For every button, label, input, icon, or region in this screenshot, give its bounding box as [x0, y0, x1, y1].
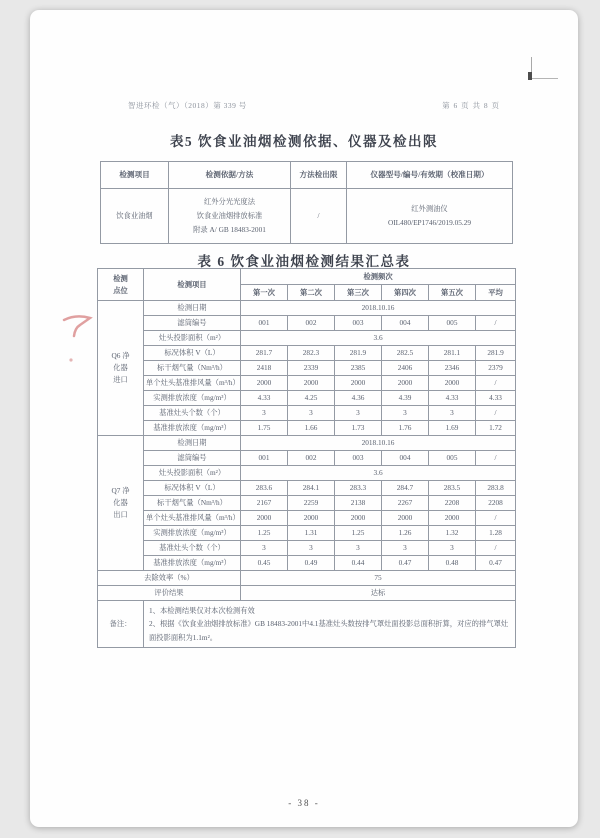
- table-cell: 2000: [241, 511, 288, 526]
- table-cell: /: [476, 316, 516, 331]
- column-header-frequency: 检测频次: [241, 269, 516, 285]
- row-label: 基准排放浓度（mg/m³）: [144, 421, 241, 436]
- column-header: 第四次: [382, 285, 429, 301]
- table5-title: 表5 饮食业油烟检测依据、仪器及检出限: [169, 134, 439, 149]
- row-label: 标况体积 V（L）: [144, 481, 241, 496]
- table-row: [98, 496, 516, 511]
- row-label: 灶头投影面积（m²）: [144, 466, 241, 481]
- table-cell: 1.31: [288, 526, 335, 541]
- table-cell: 3: [382, 541, 429, 556]
- point-label-line: Q6 净: [111, 351, 130, 361]
- table-cell: 2000: [288, 511, 335, 526]
- table-row: [98, 316, 516, 331]
- table-row: [98, 331, 516, 346]
- table-row: [98, 346, 516, 361]
- document-page: [30, 10, 578, 827]
- table-cell: 281.9: [476, 346, 516, 361]
- instrument-line: 红外测油仪: [411, 204, 448, 214]
- table-cell: 4.39: [382, 391, 429, 406]
- row-label: 单个灶头基准排风量（m³/h）: [144, 376, 241, 391]
- row-label: 标干烟气量（Nm³/h）: [144, 496, 241, 511]
- table-cell: [169, 189, 291, 244]
- report-number: 智进环检（气）（2018）第 339 号: [128, 101, 247, 110]
- table-cell: 2339: [288, 361, 335, 376]
- footer-page-number: - 38 -: [288, 798, 320, 808]
- point-label: [98, 436, 144, 571]
- table-cell: 3: [335, 406, 382, 421]
- table-cell-span: 75: [241, 571, 516, 586]
- column-header: 检测项目: [101, 162, 169, 189]
- table-cell: 1.72: [476, 421, 516, 436]
- table-cell: 3: [288, 406, 335, 421]
- table-cell: 002: [288, 451, 335, 466]
- table-cell: 002: [288, 316, 335, 331]
- table-cell-span: 3.6: [241, 466, 516, 481]
- table-cell: /: [476, 451, 516, 466]
- table-row: [98, 466, 516, 481]
- table-cell: 1.75: [241, 421, 288, 436]
- column-header: 第五次: [429, 285, 476, 301]
- table-cell: 005: [429, 316, 476, 331]
- table-row: [98, 421, 516, 436]
- remark-label: 备注：: [98, 601, 144, 648]
- table-cell: 0.48: [429, 556, 476, 571]
- row-label: 灶头投影面积（m²）: [144, 331, 241, 346]
- row-label: 标干烟气量（Nm³/h）: [144, 361, 241, 376]
- table-cell: 282.5: [382, 346, 429, 361]
- table-cell: 284.7: [382, 481, 429, 496]
- point-label-line: 化器: [113, 363, 128, 373]
- row-label: 评价结果: [98, 586, 241, 601]
- table-cell: 283.8: [476, 481, 516, 496]
- table-cell: 004: [382, 316, 429, 331]
- table-cell: 3: [335, 541, 382, 556]
- row-label: 去除效率（%）: [98, 571, 241, 586]
- table-cell: 005: [429, 451, 476, 466]
- table-cell: 2000: [382, 376, 429, 391]
- table-cell: /: [476, 511, 516, 526]
- row-label: 检测日期: [144, 301, 241, 316]
- table-cell: 283.3: [335, 481, 382, 496]
- table-cell: 2000: [382, 511, 429, 526]
- table-cell: 3: [429, 406, 476, 421]
- table-cell: 2000: [335, 376, 382, 391]
- column-header: 仪器型号/编号/有效期（校准日期）: [347, 162, 513, 189]
- red-stamp-mark: [50, 298, 100, 373]
- table-row: [98, 376, 516, 391]
- table-cell: 2379: [476, 361, 516, 376]
- remark-content: [144, 601, 516, 648]
- table-cell: 0.47: [382, 556, 429, 571]
- table-cell: 2000: [429, 376, 476, 391]
- table-cell: 饮食业油烟: [101, 189, 169, 244]
- table-cell: 4.36: [335, 391, 382, 406]
- column-header: 平均: [476, 285, 516, 301]
- table-cell: 4.33: [476, 391, 516, 406]
- table-row: [98, 301, 516, 316]
- table-cell: 2167: [241, 496, 288, 511]
- table-cell: 2138: [335, 496, 382, 511]
- table-cell: 284.1: [288, 481, 335, 496]
- row-label: 基准灶头个数（个）: [144, 406, 241, 421]
- table-row: [98, 361, 516, 376]
- summary-row: [98, 571, 516, 586]
- table6-body: [98, 269, 516, 648]
- table-cell: 0.45: [241, 556, 288, 571]
- table-row: [98, 556, 516, 571]
- table-cell: 2406: [382, 361, 429, 376]
- table-cell: 2385: [335, 361, 382, 376]
- table-cell: 0.49: [288, 556, 335, 571]
- table-cell: 1.28: [476, 526, 516, 541]
- row-label: 基准排放浓度（mg/m³）: [144, 556, 241, 571]
- table-row: [98, 511, 516, 526]
- table-cell: 001: [241, 451, 288, 466]
- table-cell: 1.26: [382, 526, 429, 541]
- row-label: 滤筒编号: [144, 316, 241, 331]
- table-cell: 2000: [335, 511, 382, 526]
- remark-row: [98, 601, 516, 648]
- table-cell: 2000: [241, 376, 288, 391]
- table-cell: 3: [288, 541, 335, 556]
- row-label: 基准灶头个数（个）: [144, 541, 241, 556]
- table-cell: 1.66: [288, 421, 335, 436]
- summary-row: [98, 586, 516, 601]
- table-header-row: [101, 162, 513, 189]
- table-cell: 0.47: [476, 556, 516, 571]
- row-label: 检测日期: [144, 436, 241, 451]
- table-cell: /: [476, 376, 516, 391]
- point-label-line: 化器: [113, 498, 128, 508]
- table-cell: 003: [335, 451, 382, 466]
- table-cell: 4.33: [429, 391, 476, 406]
- table-row: [98, 481, 516, 496]
- table-cell: /: [476, 406, 516, 421]
- method-line: 饮食业油烟排放标准: [196, 211, 263, 221]
- table-cell-span: 3.6: [241, 331, 516, 346]
- table-cell: 1.69: [429, 421, 476, 436]
- table-cell: 2418: [241, 361, 288, 376]
- table-cell: 283.5: [429, 481, 476, 496]
- table-cell: 2346: [429, 361, 476, 376]
- table5-detection-basis: [100, 161, 513, 244]
- table-row: [98, 436, 516, 451]
- table-cell: 281.9: [335, 346, 382, 361]
- table-row: [98, 451, 516, 466]
- table-cell: /: [291, 189, 347, 244]
- table-cell: 4.25: [288, 391, 335, 406]
- table-cell: 283.6: [241, 481, 288, 496]
- point-label-line: 进口: [113, 374, 128, 384]
- table-cell: 1.25: [335, 526, 382, 541]
- table-cell: 2208: [429, 496, 476, 511]
- table-header-row: [98, 269, 516, 285]
- table-cell: 282.3: [288, 346, 335, 361]
- point-label: [98, 301, 144, 436]
- row-label: 滤筒编号: [144, 451, 241, 466]
- header-line: 点位: [113, 285, 128, 295]
- row-label: 实测排放浓度（mg/m³）: [144, 391, 241, 406]
- column-header: 检测依据/方法: [169, 162, 291, 189]
- table-cell: 4.33: [241, 391, 288, 406]
- table-cell: 1.25: [241, 526, 288, 541]
- table-cell: 1.73: [335, 421, 382, 436]
- column-header: 方法检出限: [291, 162, 347, 189]
- method-line: 红外分光光度法: [203, 197, 256, 207]
- table-cell-span: 2018.10.16: [241, 436, 516, 451]
- table-cell: 004: [382, 451, 429, 466]
- table-cell: 281.7: [241, 346, 288, 361]
- column-header: 第三次: [335, 285, 382, 301]
- remark-line: 1、本检测结果仅对本次检测有效: [149, 606, 255, 615]
- remark-line: 2、根据《饮食业油烟排放标准》GB 18483-2001中4.1基准灶头数按排气罩灶面投影总面积折算，对应的排气罩灶面投影面积为1.1m²。: [149, 619, 509, 642]
- table-cell: [347, 189, 513, 244]
- table-cell: /: [476, 541, 516, 556]
- table-cell-span: 达标: [241, 586, 516, 601]
- table-cell: 3: [241, 406, 288, 421]
- table-row: [101, 189, 513, 244]
- table-cell: 2208: [476, 496, 516, 511]
- instrument-line: OIL480/EP1746/2019.05.29: [387, 218, 472, 227]
- header-line: 检测: [113, 273, 128, 283]
- table-cell: 0.44: [335, 556, 382, 571]
- column-header: 第一次: [241, 285, 288, 301]
- table-cell: 003: [335, 316, 382, 331]
- table-cell: 2000: [288, 376, 335, 391]
- table-row: [98, 526, 516, 541]
- table-cell: 2267: [382, 496, 429, 511]
- scan-artifact-line: [531, 78, 558, 79]
- table6-title: 表 6 饮食业油烟检测结果汇总表: [197, 254, 411, 269]
- table-row: [98, 391, 516, 406]
- row-label: 实测排放浓度（mg/m³）: [144, 526, 241, 541]
- method-line: 附录 A/ GB 18483-2001: [193, 224, 266, 234]
- column-header: 第二次: [288, 285, 335, 301]
- table-cell: 3: [382, 406, 429, 421]
- table-cell: 2259: [288, 496, 335, 511]
- row-label: 单个灶头基准排风量（m³/h）: [144, 511, 241, 526]
- table-cell: 2000: [429, 511, 476, 526]
- table-cell: 3: [429, 541, 476, 556]
- table-row: [98, 541, 516, 556]
- table-cell: 3: [241, 541, 288, 556]
- table-cell: 001: [241, 316, 288, 331]
- page-indicator: 第 6 页 共 8 页: [442, 101, 500, 110]
- table-cell: 281.1: [429, 346, 476, 361]
- table-row: [98, 406, 516, 421]
- row-label: 标况体积 V（L）: [144, 346, 241, 361]
- table-cell: 1.76: [382, 421, 429, 436]
- point-label-line: Q7 净: [111, 486, 130, 496]
- table-cell-span: 2018.10.16: [241, 301, 516, 316]
- scan-artifact-mark: [528, 72, 532, 80]
- column-header-point: [98, 269, 144, 301]
- table6-results-summary: [97, 268, 516, 648]
- column-header-item: 检测项目: [144, 269, 241, 301]
- table-cell: 1.32: [429, 526, 476, 541]
- point-label-line: 出口: [113, 509, 128, 519]
